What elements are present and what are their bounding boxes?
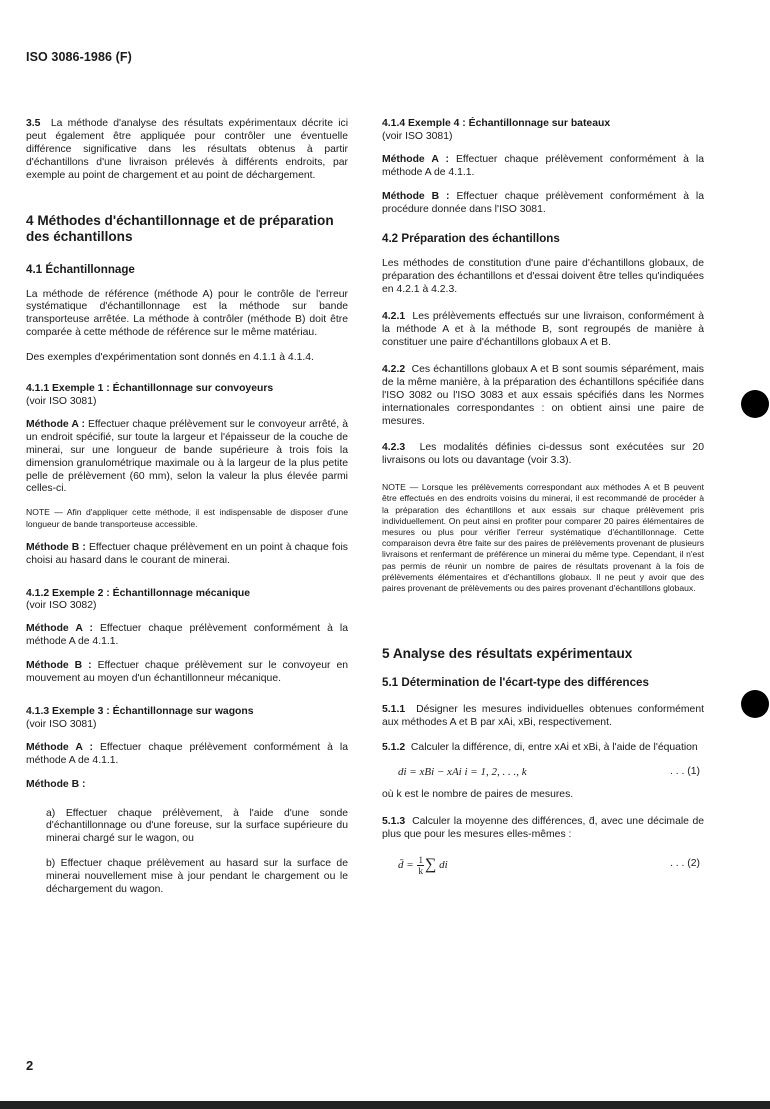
right-column (382, 118, 704, 883)
section-4-2-note: NOTE — Lorsque les prélèvements correspondant aux méthodes A et B peuvent être effectués en des endroits voisins du minerai, il est recommandé de procéder à la préparation des échantillons et aux essais sur chaque prélèvement pris individuellement. On peut ainsi en profiter pour comparer 20 paires élémentaires de mesures ou plus pour vérifier l'erreur systématique d'échantillonnage. Cette comparaison devra être faite sur des paires de prélèvements provenant de plusieurs livraisons et renfermant de préférence un minerai du même type. Cependant, il n'est pas permis de réunir un nombre de paires de résultats provenant à la fois de prélèvements élémentaires et d'échantillons globaux. Il ne peut y avoir que des paires provenant de prélèvements ou des paires provenant d'échantillons globaux. (382, 482, 704, 594)
clause-5-1-1: 5.1.1 Désigner les mesures individuelles obtenues conformément aux méthodes A et B par xAi, xBi, respectivement. (382, 704, 704, 729)
section-4-1-3-item-a: a) Effectuer chaque prélèvement, à l'aide d'une sonde d'échantillonnage ou d'une foreuse, sur la surface supérieure du minerai chargé sur le wagon, ou (46, 807, 348, 845)
section-5-1-title: 5.1 Détermination de l'écart-type des différences (382, 676, 649, 690)
fraction: $\frac{1}{k}$ (418, 854, 423, 876)
clause-4-2-1: 4.2.1 Les prélèvements effectués sur une livraison, conformément à la méthode A et à la méthode B, sont regroupés de manière à constituer une paire d'échantillons globaux A et B. (382, 311, 704, 348)
section-4-1-4-ref: (voir ISO 3081) (382, 130, 453, 142)
margin-bullet-dot (741, 390, 769, 418)
section-4-1-2-method-a: Méthode A : Effectuer chaque prélèvement conformément à la méthode A de 4.1.1. (26, 623, 349, 648)
left-column (26, 118, 348, 897)
clause-text: La méthode d'analyse des résultats expérimentaux décrite ici peut également être appliquée pour contrôler une éventuelle différence significative dans les résultats obtenus à partir d'échantillons d'une livraison prélevés à différents endroits, par exemple au point de chargement et au point de déchargement. (26, 118, 348, 181)
section-4-1-4-title: 4.1.4 Exemple 4 : Échantillonnage sur bateaux (382, 118, 611, 129)
section-4-1-4-method-b: Méthode B : Effectuer chaque prélèvement conformément à la procédure donnée dans l'ISO 3081. (382, 190, 704, 215)
clause-4-2-3: 4.2.3 Les modalités définies ci-dessus sont exécutées sur 20 livraisons ou lots ou davantage (voir 3.3). (382, 442, 704, 467)
section-5-title: 5 Analyse des résultats expérimentaux (382, 646, 633, 662)
equation-2-body: d̄ = $\frac{1}{k}$ ∑ di (398, 854, 448, 876)
page-number: 2 (26, 1058, 34, 1073)
clause-5-1-2: 5.1.2 Calculer la différence, di, entre xAi et xBi, à l'aide de l'équation (382, 742, 698, 754)
summation-symbol: ∑ (424, 855, 437, 873)
section-4-2-paragraph: Les méthodes de constitution d'une paire d'échantillons globaux, de préparation des échantillons et d'essai doivent être telles qu'indiquées en 4.2.1 à 4.2.3. (382, 258, 704, 296)
equation-1-body: di = xBi − xAi i = 1, 2, . . ., k (398, 765, 527, 778)
equation-2-number: . . . (2) (669, 857, 700, 869)
section-4-1-1-method-a: Méthode A : Effectuer chaque prélèvement sur le convoyeur arrêté, à un endroit spécifié, sur toute la largeur et l'épaisseur de la couche de minerai, sur une longueur de bande supérieure à trois fois la dimension granulométrique maximale ou à la largeur de la plus petite pelle de prélèvement (60 mm), selon la valeur la plus élevée parmi celles-ci. (26, 418, 348, 495)
page-bottom-edge (0, 1101, 770, 1109)
section-4-1-2-title: 4.1.2 Exemple 2 : Échantillonnage mécanique (26, 587, 251, 599)
equation-1-explanation: où k est le nombre de paires de mesures. (382, 788, 574, 800)
equation-2 (382, 855, 704, 883)
section-4-1-3-method-b-label: Méthode B : (26, 778, 86, 790)
document-header: ISO 3086-1986 (F) (26, 50, 132, 64)
section-4-1-2-method-b: Méthode B : Effectuer chaque prélèvement sur le convoyeur en mouvement au moyen d'un échantillonneur mécanique. (26, 660, 349, 685)
section-4-title: 4 Méthodes d'échantillonnage et de préparation des échantillons (26, 212, 334, 244)
section-4-1-1-ref: (voir ISO 3081) (26, 395, 97, 407)
section-4-1-1-note: NOTE — Afin d'appliquer cette méthode, il est indispensable de disposer d'une longueur de bande transporteuse accessible. (26, 507, 348, 529)
section-4-1-1-method-b: Méthode B : Effectuer chaque prélèvement en un point à chaque fois choisi au hasard dans le courant de minerai. (26, 541, 348, 566)
clause-4-2-2: 4.2.2 Ces échantillons globaux A et B sont soumis séparément, mais de la même manière, à la préparation des échantillons spécifiée dans l'ISO 3082 ou l'ISO 3083 et aux essais spécifiés dans les Normes internationales correspondantes : on obtient ainsi une paire de mesures. (382, 363, 704, 427)
section-4-1-2-ref: (voir ISO 3082) (26, 600, 97, 612)
section-4-1-3-ref: (voir ISO 3081) (26, 718, 97, 730)
section-4-1-3-title: 4.1.3 Exemple 3 : Échantillonnage sur wagons (26, 705, 254, 717)
section-4-1-3-method-a: Méthode A : Effectuer chaque prélèvement conformément à la méthode A de 4.1.1. (26, 741, 349, 766)
section-4-1-title: 4.1 Échantillonnage (26, 262, 135, 276)
equation-1 (382, 763, 704, 783)
clause-3-5 (26, 118, 348, 183)
section-4-1-4-method-a: Méthode A : Effectuer chaque prélèvement conformément à la méthode A de 4.1.1. (382, 153, 705, 178)
margin-bullet-dot (741, 690, 769, 718)
equation-1-number: . . . (1) (669, 765, 700, 777)
clause-number: 3.5 (26, 118, 41, 129)
section-4-1-paragraph-2: Des exemples d'expérimentation sont donnés en 4.1.1 à 4.1.4. (26, 352, 314, 364)
section-4-2-title: 4.2 Préparation des échantillons (382, 232, 560, 246)
section-4-1-1-title: 4.1.1 Exemple 1 : Échantillonnage sur convoyeurs (26, 383, 274, 395)
section-4-1-3-item-b: b) Effectuer chaque prélèvement au hasard sur la surface de minerai nouvellement mise à jour pendant le chargement ou le déchargement du wagon. (46, 858, 348, 896)
section-4-1-paragraph-1: La méthode de référence (méthode A) pour le contrôle de l'erreur systématique d'échantillonnage est la méthode sur bande transporteuse arrêtée. La méthode à contrôler (méthode B) doit être comparée à cette méthode de référence sur le même matériau. (26, 288, 348, 339)
clause-5-1-3: 5.1.3 Calculer la moyenne des différences, d̄, avec une décimale de plus que pour les mesures elles-mêmes : (382, 815, 704, 840)
